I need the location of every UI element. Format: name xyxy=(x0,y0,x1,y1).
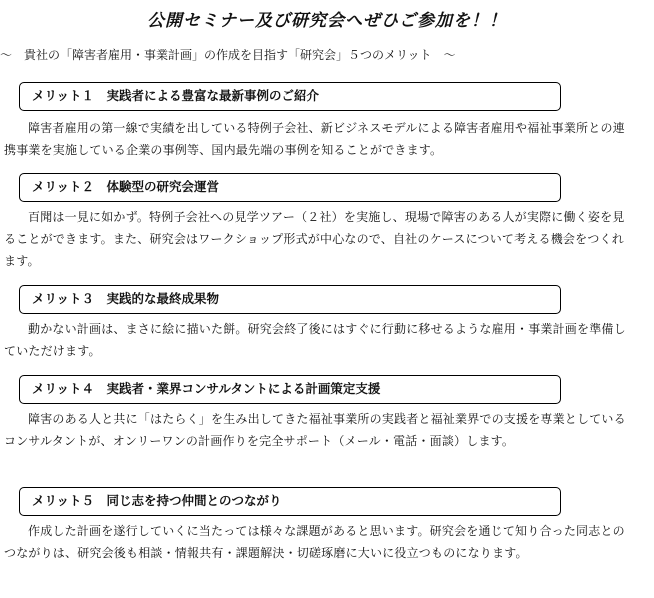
merit-2-heading: メリット２ 体験型の研究会運営 xyxy=(19,173,561,202)
merit-4-description: 障害のある人と共に「はたらく」を生み出してきた福祉事業所の実践者と福祉業界での支援を専業としているコンサルタントが、オンリーワンの計画作りを完全サポート（メール・電話・面談）します。 xyxy=(4,412,626,448)
merit-1-heading: メリット１ 実践者による豊富な最新事例のご紹介 xyxy=(19,82,561,111)
merit-4-heading: メリット４ 実践者・業界コンサルタントによる計画策定支援 xyxy=(19,375,561,404)
merit-3-heading: メリット３ 実践的な最終成果物 xyxy=(19,285,561,314)
page-subtitle: ～ 貴社の「障害者雇用・事業計画」の作成を目指す「研究会」５つのメリット ～ xyxy=(0,48,456,62)
page-title: 公開セミナー及び研究会へぜひご参加を！！ xyxy=(147,11,507,31)
merit-5-heading: メリット５ 同じ志を持つ仲間とのつながり xyxy=(19,487,561,516)
merit-2-description: 百聞は一見に如かず。特例子会社への見学ツアー（２社）を実施し、現場で障害のある人が実際に働く姿を見ることができます。また、研究会はワークショップ形式が中心なので、自社のケースについて考える機会をつくれます。 xyxy=(4,210,625,268)
merit-5-description: 作成した計画を遂行していくに当たっては様々な課題があると思います。研究会を通じて知り合った同志とのつながりは、研究会後も相談・情報共有・課題解決・切磋琢磨に大いに役立つものになります。 xyxy=(4,524,625,560)
merit-3-description: 動かない計画は、まさに絵に描いた餅。研究会終了後にはすぐに行動に移せるような雇用・事業計画を準備していただけます。 xyxy=(4,322,626,358)
merit-1-description: 障害者雇用の第一線で実績を出している特例子会社、新ビジネスモデルによる障害者雇用や福祉事業所との連携事業を実施している企業の事例等、国内最先端の事例を知ることができます。 xyxy=(4,121,625,157)
